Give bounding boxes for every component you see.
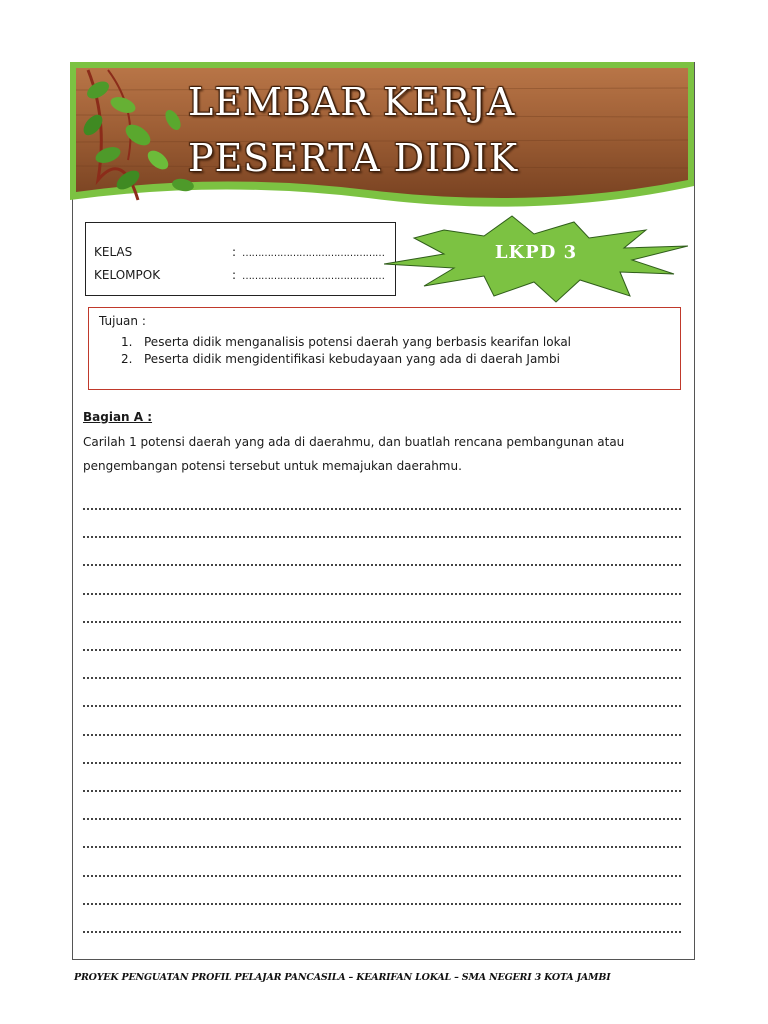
footer-text: PROYEK PENGUATAN PROFIL PELAJAR PANCASILA – KEARIFAN LOKAL – SMA NEGERI 3 KOTA JAMBI [74, 972, 611, 983]
objectives-title: Tujuan : [99, 314, 146, 328]
answer-line[interactable] [83, 649, 681, 651]
section-a-instruction: Carilah 1 potensi daerah yang ada di daerahmu, dan buatlah rencana pembangunan atau pengembangan potensi tersebut untuk memajukan daerahmu. [83, 435, 625, 473]
kelas-label: KELAS [94, 245, 133, 259]
answer-line[interactable] [83, 508, 681, 510]
objective-item [121, 335, 571, 352]
answer-line[interactable] [83, 762, 681, 764]
kelas-colon: : [232, 245, 237, 259]
answer-line[interactable] [83, 734, 681, 736]
header-banner [68, 60, 696, 220]
banner-title-line2: PESERTA DIDIK [188, 136, 519, 180]
answer-line[interactable] [83, 846, 681, 848]
objective-number: 2. [121, 352, 133, 366]
kelompok-field[interactable]: ……………………………………… [242, 271, 385, 282]
answer-line[interactable] [83, 593, 681, 595]
banner-title-line1: LEMBAR KERJA [188, 80, 516, 124]
answer-line[interactable] [83, 564, 681, 566]
answer-line[interactable] [83, 818, 681, 820]
answer-line[interactable] [83, 903, 681, 905]
objectives-box [88, 307, 681, 390]
badge-label: LKPD 3 [494, 242, 578, 263]
objective-item [121, 352, 571, 369]
answer-line[interactable] [83, 875, 681, 877]
answer-line[interactable] [83, 705, 681, 707]
kelompok-row [94, 268, 385, 284]
answer-line[interactable] [83, 536, 681, 538]
lkpd-badge [384, 212, 688, 306]
kelas-field[interactable]: ……………………………………… [242, 248, 385, 259]
objective-text: Peserta didik menganalisis potensi daerah yang berbasis kearifan lokal [144, 335, 572, 349]
answer-line[interactable] [83, 677, 681, 679]
answer-line[interactable] [83, 790, 681, 792]
kelas-row [94, 245, 385, 261]
student-info-box [85, 222, 396, 296]
objective-number: 1. [121, 335, 133, 349]
answer-line[interactable] [83, 621, 681, 623]
objectives-list [121, 335, 571, 369]
section-a-title: Bagian A : [83, 410, 153, 424]
objective-text: Peserta didik mengidentifikasi kebudayaan yang ada di daerah Jambi [144, 352, 560, 366]
kelompok-colon: : [232, 268, 237, 282]
answer-line[interactable] [83, 931, 681, 933]
kelompok-label: KELOMPOK [94, 268, 161, 282]
